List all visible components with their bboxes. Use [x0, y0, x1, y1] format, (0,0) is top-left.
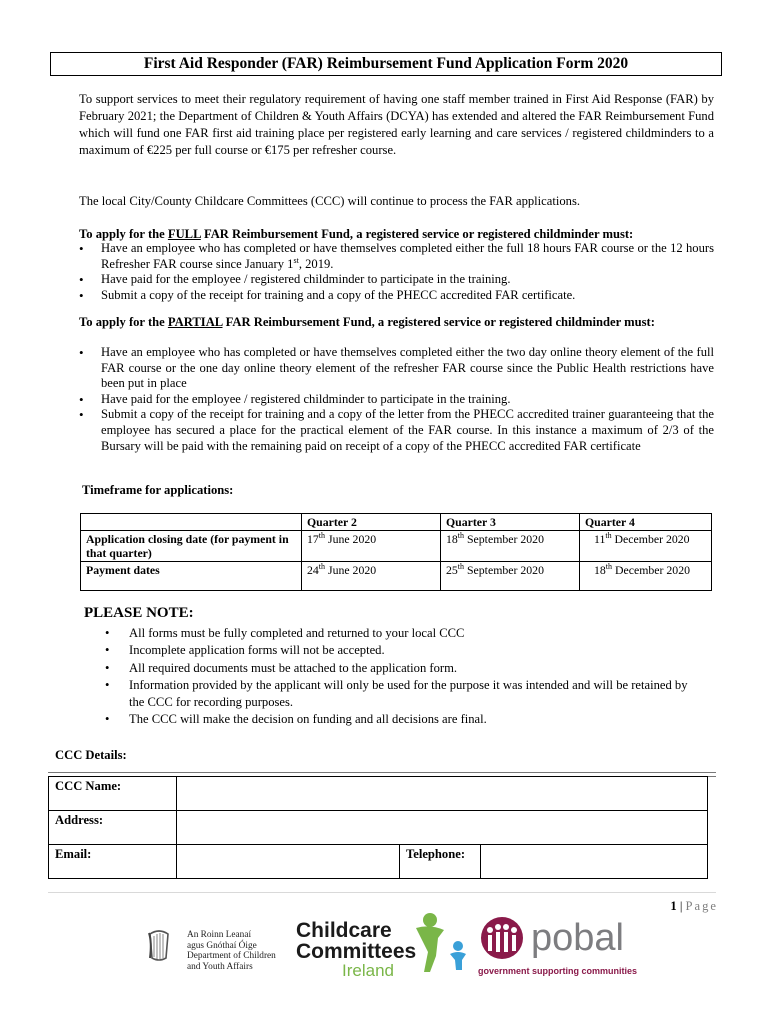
table-header-cell: Quarter 3 — [441, 514, 580, 531]
list-item: • Submit a copy of the receipt for training and a copy of the PHECC accredited FAR certificate. — [79, 288, 714, 304]
table-header-cell: Quarter 2 — [302, 514, 441, 531]
harp-icon — [146, 928, 172, 969]
people-figures-icon — [408, 912, 470, 981]
row-label: Payment dates — [81, 562, 302, 591]
email-label: Email: — [49, 845, 177, 879]
timeframe-heading: Timeframe for applications: — [82, 483, 234, 497]
table-cell: 11th December 2020 — [580, 531, 712, 562]
local-ccc-paragraph: The local City/County Childcare Committees (CCC) will continue to process the FAR applications. — [79, 194, 580, 208]
telephone-label: Telephone: — [400, 845, 481, 879]
pobal-people-icon — [476, 916, 528, 967]
timeframe-table — [80, 513, 712, 591]
partial-fund-requirements — [79, 345, 714, 454]
table-cell: 18th December 2020 — [580, 562, 712, 591]
ccc-details-heading: CCC Details: — [55, 748, 127, 762]
full-fund-heading: To apply for the FULL FAR Reimbursement Fund, a registered service or registered childminder must: — [79, 227, 634, 241]
table-row — [81, 531, 712, 562]
full-fund-requirements — [79, 241, 714, 303]
row-label: Application closing date (for payment in that quarter) — [81, 531, 302, 562]
address-label: Address: — [49, 811, 177, 845]
pobal-logo-word: pobal — [531, 917, 624, 959]
notes-list — [105, 625, 705, 729]
partial-fund-heading: To apply for the PARTIAL FAR Reimbursement Fund, a registered service or registered childminder must: — [79, 315, 655, 329]
table-cell: 18th September 2020 — [441, 531, 580, 562]
list-item: • Incomplete application forms will not be accepted. — [105, 642, 705, 659]
page-number: 1 | Page — [670, 899, 718, 913]
table-cell: 17th June 2020 — [302, 531, 441, 562]
table-row — [49, 845, 708, 879]
table-cell: 24th June 2020 — [302, 562, 441, 591]
address-field[interactable] — [177, 811, 708, 845]
table-cell: 25th September 2020 — [441, 562, 580, 591]
list-item: • All required documents must be attached to the application form. — [105, 660, 705, 677]
list-item: • Have an employee who has completed or have themselves completed either the two day online theory element of the full FAR course or the one day online theory element of the refresher FAR course since the Public Health restrictions have been put in place — [79, 345, 714, 392]
table-row — [81, 562, 712, 591]
ccc-name-label: CCC Name: — [49, 777, 177, 811]
table-row — [49, 811, 708, 845]
form-title: First Aid Responder (FAR) Reimbursement Fund Application Form 2020 — [50, 52, 722, 76]
table-header-cell: Quarter 4 — [580, 514, 712, 531]
table-cell — [81, 514, 302, 531]
list-item: • Information provided by the applicant will only be used for the purpose it was intended and will be retained by the CCC for recording purposes. — [105, 677, 705, 712]
ccc-details-table — [48, 776, 708, 879]
please-note-heading: PLEASE NOTE: — [84, 605, 194, 621]
list-item: • Have an employee who has completed or have themselves completed either the full 18 hours FAR course or the 12 hours Refresher FAR course since January 1st, 2019. — [79, 241, 714, 272]
list-item: • Submit a copy of the receipt for training and a copy of the letter from the PHECC accredited trainer guaranteeing that the employee has secured a place for the practical element of the FAR course. In this instance a maximum of 2/3 of the Bursary will be paid with the remaining paid on receipt of a copy of the PHECC accredited FAR certificate — [79, 407, 714, 454]
list-item: • Have paid for the employee / registered childminder to participate in the training. — [79, 272, 714, 288]
telephone-field[interactable] — [481, 845, 708, 879]
email-field[interactable] — [177, 845, 400, 879]
list-item: • The CCC will make the decision on funding and all decisions are final. — [105, 711, 705, 728]
ccc-name-field[interactable] — [177, 777, 708, 811]
intro-paragraph: To support services to meet their regulatory requirement of having one staff member trained in First Aid Response (FAR) by February 2021; the Department of Children & Youth Affairs (DCYA) has extended and altered the FAR Reimbursement Fund which will fund one FAR first aid training place per registered early learning and care services / registered childminders to a maximum of €225 per full course or €175 per refresher course. — [79, 92, 714, 157]
footer-divider — [48, 892, 716, 893]
dcya-logo-text: An Roinn Leanaí agus Gnóthaí Óige Department of Children and Youth Affairs — [187, 930, 276, 972]
pobal-tagline: government supporting communities — [478, 966, 638, 976]
childcare-committees-logo: Childcare Committees Ireland — [296, 919, 417, 980]
table-row — [49, 777, 708, 811]
list-item: • Have paid for the employee / registered childminder to participate in the training. — [79, 392, 714, 408]
list-item: • All forms must be fully completed and returned to your local CCC — [105, 625, 705, 642]
table-header-row — [81, 514, 712, 531]
